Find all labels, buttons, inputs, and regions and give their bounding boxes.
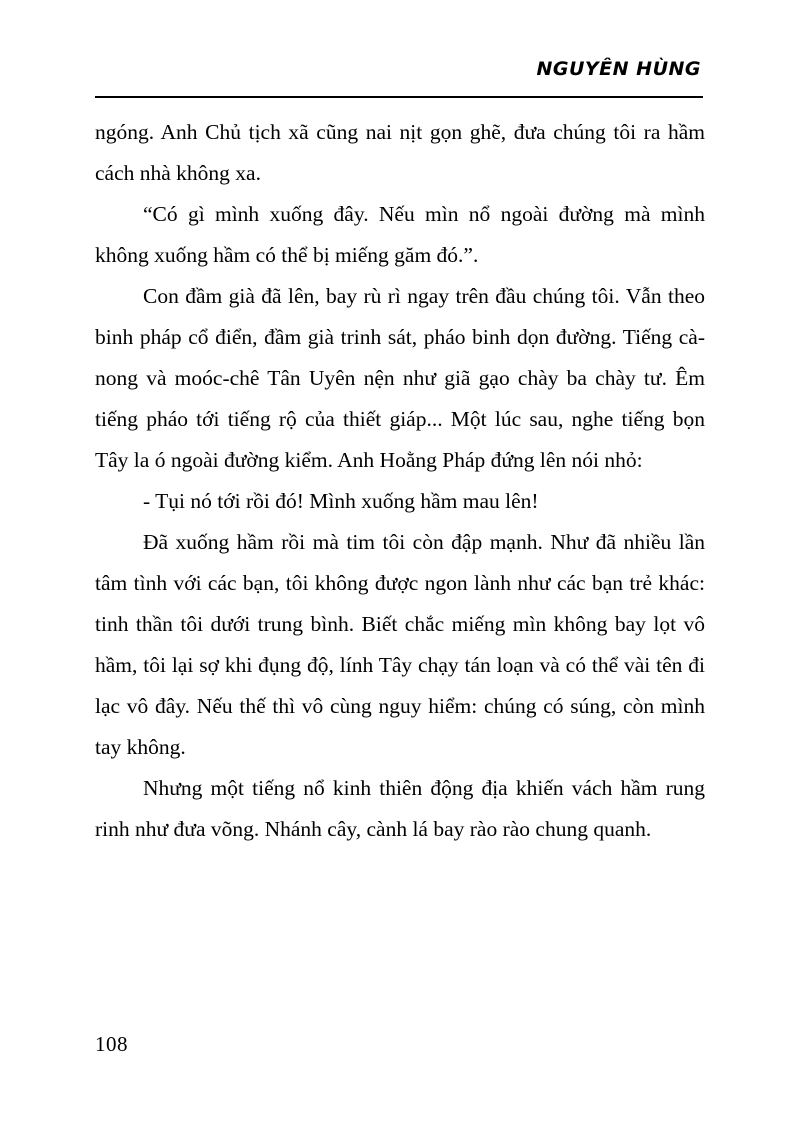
paragraph-5: Đã xuống hầm rồi mà tim tôi còn đập mạnh. Như đã nhiều lần tâm tình với các bạn, tôi không được ngon lành như các bạn trẻ khác: tinh thần tôi dưới trung bình. Biết chắc miếng mìn không bay lọt vô hầm, tôi lại sợ khi đụng độ, lính Tây chạy tán loạn và có thể vài tên đi lạc vô đây. Nếu thế thì vô cùng nguy hiểm: chúng có súng, còn mình tay không. [95,530,705,759]
header-divider [95,96,703,98]
running-title: NGUYÊN HÙNG [536,58,701,80]
paragraph-1: ngóng. Anh Chủ tịch xã cũng nai nịt gọn ghẽ, đưa chúng tôi ra hầm cách nhà không xa. [95,120,705,185]
paragraph-6: Nhưng một tiếng nổ kinh thiên động địa khiến vách hầm rung rinh như đưa võng. Nhánh cây, cành lá bay rào rào chung quanh. [95,776,705,841]
page-body [95,112,705,850]
paragraph-2: “Có gì mình xuống đây. Nếu mìn nổ ngoài đường mà mình không xuống hầm có thể bị miếng găm đó.”. [95,202,705,267]
paragraph-3: Con đầm già đã lên, bay rù rì ngay trên đầu chúng tôi. Vẫn theo binh pháp cổ điển, đầm già trinh sát, pháo binh dọn đường. Tiếng cà-nong và moóc-chê Tân Uyên nện như giã gạo chày ba chày tư. Êm tiếng pháo tới tiếng rộ của thiết giáp... Một lúc sau, nghe tiếng bọn Tây la ó ngoài đường kiểm. Anh Hoằng Pháp đứng lên nói nhỏ: [95,284,705,472]
paragraph-4: - Tụi nó tới rồi đó! Mình xuống hầm mau lên! [143,489,539,513]
page-number: 108 [95,1032,128,1056]
page-header [95,58,703,80]
